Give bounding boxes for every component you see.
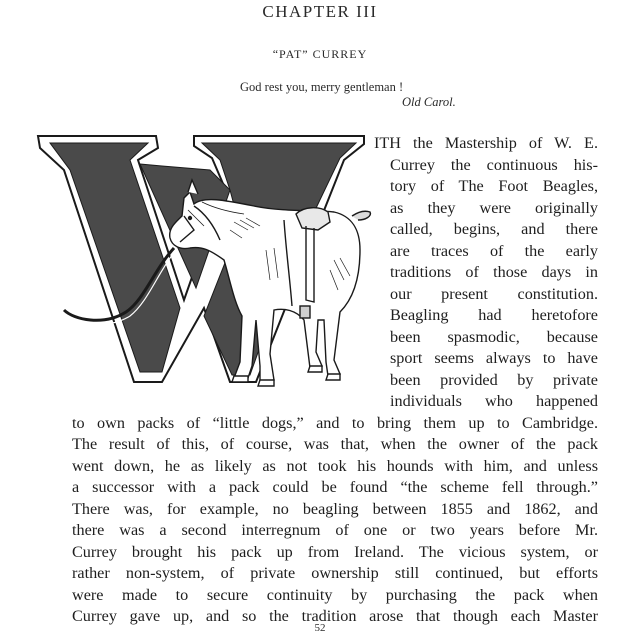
- text-line: are traces of the early: [390, 242, 598, 260]
- text-line: there was a second interregnum of one or two years before Mr.: [72, 521, 598, 539]
- text-line: ITH the Mastership of W. E.: [374, 134, 598, 152]
- text-line: went down, he as likely as not took his hounds with him, and unless: [72, 457, 598, 475]
- text-line: a successor with a pack could be found “the scheme fell through.”: [72, 478, 598, 496]
- text-line: been spasmodic, because: [390, 328, 598, 346]
- epigraph: [240, 80, 480, 110]
- text-line: been provided by private: [390, 371, 598, 389]
- epigraph-quote: God rest you, merry gentleman !: [240, 80, 404, 94]
- text-line: Currey the continuous his-: [390, 156, 598, 174]
- text-line: as they were originally: [390, 199, 598, 217]
- text-line: our present constitution.: [390, 285, 598, 303]
- text-line: traditions of those days in: [390, 263, 598, 281]
- text-line: The result of this, of course, was that, when the owner of the pack: [72, 435, 598, 453]
- dropcap-w-horse-illustration: [34, 130, 374, 392]
- text-line: rather non-system, of private ownership still continued, but efforts: [72, 564, 598, 582]
- text-line: tory of The Foot Beagles,: [390, 177, 598, 195]
- chapter-title: CHAPTER III: [262, 2, 378, 21]
- text-line: called, begins, and there: [390, 220, 598, 238]
- page-number: 52: [314, 622, 326, 634]
- text-line: Beagling had heretofore: [390, 306, 598, 324]
- text-line: individuals who happened: [390, 392, 598, 410]
- text-line: sport seems always to have: [390, 349, 598, 367]
- chapter-subtitle: “PAT” CURREY: [272, 47, 368, 61]
- text-line: to own packs of “little dogs,” and to bring them up to Cambridge.: [72, 414, 598, 432]
- text-line: There was, for example, no beagling between 1855 and 1862, and: [72, 500, 598, 518]
- epigraph-source: Old Carol.: [402, 95, 456, 109]
- text-line: Currey gave up, and so the tradition arose that though each Master: [72, 607, 598, 625]
- text-line: Currey brought his pack up from Ireland. The vicious system, or: [72, 543, 598, 561]
- text-line: were made to secure continuity by purchasing the pack when: [72, 586, 598, 604]
